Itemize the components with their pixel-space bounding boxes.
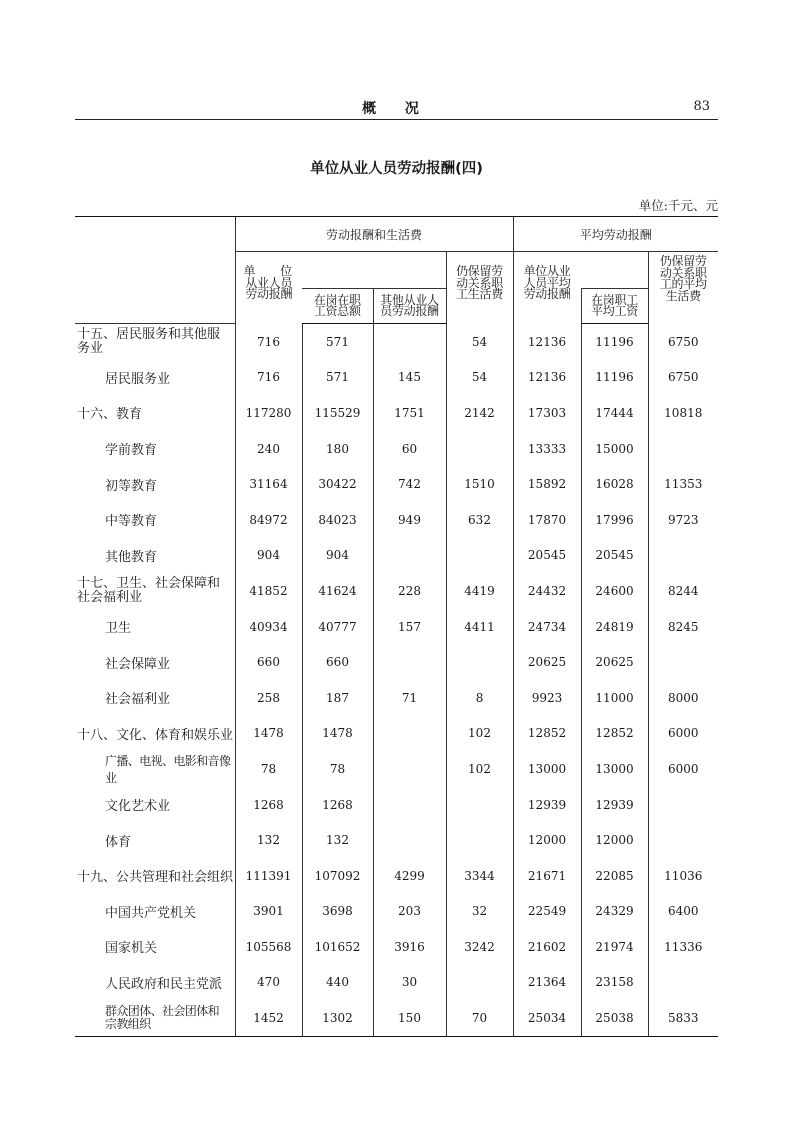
section-title: 概 况 (362, 101, 431, 117)
table-row (75, 609, 718, 645)
table-cell: 5833 (648, 1000, 718, 1036)
row-label-line: 学前教育 (105, 443, 158, 459)
table-cell: 6750 (648, 324, 718, 360)
table-cell (373, 324, 446, 360)
table-cell: 9923 (513, 680, 581, 716)
table-cell: 660 (235, 644, 302, 680)
table-cell: 17870 (513, 502, 581, 538)
table-cell: 228 (373, 573, 446, 609)
table-row (75, 787, 718, 823)
col-header-blank (302, 252, 446, 289)
table-cell: 12852 (581, 716, 648, 752)
row-label (75, 538, 235, 574)
table-row (75, 395, 718, 431)
table-row (75, 858, 718, 894)
table-cell (648, 431, 718, 467)
table-cell (648, 965, 718, 1001)
table-cell (373, 538, 446, 574)
table-cell: 12939 (513, 787, 581, 823)
table-cell: 20625 (513, 644, 581, 680)
table-cell: 1478 (302, 716, 373, 752)
table-row (75, 360, 718, 396)
table-cell: 8 (446, 680, 513, 716)
row-label (75, 502, 235, 538)
table-cell: 145 (373, 360, 446, 396)
row-label-line: 社会保障业 (105, 656, 171, 672)
table-cell: 6000 (648, 716, 718, 752)
group-header-average: 平均劳动报酬 (513, 217, 718, 252)
row-label (75, 894, 235, 930)
table-cell: 10818 (648, 395, 718, 431)
table-cell: 20625 (581, 644, 648, 680)
table-cell: 107092 (302, 858, 373, 894)
table-cell: 904 (302, 538, 373, 574)
table-cell: 4299 (373, 858, 446, 894)
col-header-avg-compensation: 单位从业 人员平均 劳动报酬 (513, 252, 581, 324)
table-cell: 1268 (302, 787, 373, 823)
row-label (75, 431, 235, 467)
table-cell: 41624 (302, 573, 373, 609)
col-header-blank-2 (581, 252, 648, 289)
table-cell: 21671 (513, 858, 581, 894)
group-header-compensation: 劳动报酬和生活费 (235, 217, 513, 252)
row-label-line: 人民政府和民主党派 (105, 976, 223, 992)
table-cell: 22085 (581, 858, 648, 894)
table-cell: 117280 (235, 395, 302, 431)
table-cell: 3242 (446, 929, 513, 965)
table-cell: 12000 (513, 822, 581, 858)
row-label-line: 卫生 (105, 621, 132, 637)
table-row (75, 644, 718, 680)
table-cell: 78 (235, 751, 302, 787)
table-cell: 12000 (581, 822, 648, 858)
table-cell (446, 822, 513, 858)
row-label-line: 十八、文化、体育和娱乐业 (77, 727, 234, 743)
table-cell: 2142 (446, 395, 513, 431)
table-cell: 102 (446, 716, 513, 752)
table-cell: 41852 (235, 573, 302, 609)
table-cell: 22549 (513, 894, 581, 930)
table-cell: 70 (446, 1000, 513, 1036)
table-cell: 54 (446, 324, 513, 360)
row-label (75, 716, 235, 752)
col-header-living-expenses: 仍保留劳 动关系职 工生活费 (446, 252, 513, 324)
table-cell (648, 822, 718, 858)
table-cell (446, 965, 513, 1001)
table-cell: 21364 (513, 965, 581, 1001)
table-cell: 470 (235, 965, 302, 1001)
table-cell: 8000 (648, 680, 718, 716)
row-label (75, 644, 235, 680)
row-label-line: 初等教育 (105, 478, 158, 494)
row-label-line: 十九、公共管理和社会组织 (77, 870, 234, 886)
table-cell (373, 787, 446, 823)
table-cell: 115529 (302, 395, 373, 431)
table-cell: 15000 (581, 431, 648, 467)
table-row (75, 894, 718, 930)
table-cell: 571 (302, 324, 373, 360)
col-header-total: 单 位 从业人员 劳动报酬 (235, 252, 302, 324)
table-cell: 180 (302, 431, 373, 467)
table-row (75, 965, 718, 1001)
table-cell: 20545 (581, 538, 648, 574)
row-label-line: 十七、卫生、社会保障和 (77, 576, 221, 592)
row-label (75, 395, 235, 431)
table-title: 单位从业人员劳动报酬(四) (310, 161, 483, 177)
header-rule (75, 119, 718, 120)
row-label (75, 680, 235, 716)
table-cell: 4411 (446, 609, 513, 645)
table-cell: 24600 (581, 573, 648, 609)
table-cell: 71 (373, 680, 446, 716)
table-cell: 742 (373, 466, 446, 502)
table-cell: 150 (373, 1000, 446, 1036)
row-label (75, 787, 235, 823)
table-cell: 157 (373, 609, 446, 645)
table-cell: 11036 (648, 858, 718, 894)
table-cell: 24432 (513, 573, 581, 609)
table-cell: 3344 (446, 858, 513, 894)
row-label (75, 965, 235, 1001)
row-label-line: 十五、居民服务和其他服 (77, 327, 221, 343)
table-cell: 4419 (446, 573, 513, 609)
row-label-line: 群众团体、社会团体和 (105, 1003, 220, 1018)
table-cell: 84972 (235, 502, 302, 538)
table-cell: 40934 (235, 609, 302, 645)
table-cell: 132 (235, 822, 302, 858)
table-cell: 21602 (513, 929, 581, 965)
table-cell: 716 (235, 324, 302, 360)
table-row (75, 1000, 718, 1036)
table-cell: 240 (235, 431, 302, 467)
row-label-line: 体育 (105, 834, 132, 850)
table-cell (648, 538, 718, 574)
table-cell: 21974 (581, 929, 648, 965)
table-cell: 25034 (513, 1000, 581, 1036)
table-cell: 13333 (513, 431, 581, 467)
table-cell: 31164 (235, 466, 302, 502)
table-cell: 101652 (302, 929, 373, 965)
table-cell: 20545 (513, 538, 581, 574)
table-cell: 187 (302, 680, 373, 716)
row-label (75, 360, 235, 396)
col-header-wage-total: 在岗在职 工资总额 (302, 289, 373, 324)
table-cell: 9723 (648, 502, 718, 538)
table-cell: 23158 (581, 965, 648, 1001)
table-cell (648, 787, 718, 823)
table-cell: 12852 (513, 716, 581, 752)
row-label (75, 751, 235, 787)
row-label (75, 609, 235, 645)
table-cell: 1478 (235, 716, 302, 752)
table-cell: 1452 (235, 1000, 302, 1036)
table-cell: 6750 (648, 360, 718, 396)
row-label-line: 社会福利业 (77, 589, 143, 605)
col-header-avg-living-expenses: 仍保留劳 动关系职 工的平均 生活费 (648, 252, 718, 324)
table-cell: 571 (302, 360, 373, 396)
table-cell: 6400 (648, 894, 718, 930)
row-label-line: 务业 (77, 340, 104, 356)
table-cell: 78 (302, 751, 373, 787)
table-cell: 54 (446, 360, 513, 396)
row-label (75, 858, 235, 894)
table-row (75, 502, 718, 538)
table-cell: 1751 (373, 395, 446, 431)
row-label (75, 822, 235, 858)
table-cell (373, 644, 446, 680)
table-cell: 17996 (581, 502, 648, 538)
table-cell (648, 644, 718, 680)
row-label-line: 中等教育 (105, 514, 158, 530)
col-header-other-compensation: 其他从业人 员劳动报酬 (373, 289, 446, 324)
row-label (75, 929, 235, 965)
row-label-line: 国家机关 (105, 941, 158, 957)
row-label (75, 466, 235, 502)
running-head (75, 96, 718, 118)
table-cell: 13000 (513, 751, 581, 787)
table-cell: 25038 (581, 1000, 648, 1036)
table-cell (446, 538, 513, 574)
table-cell: 11336 (648, 929, 718, 965)
table-row (75, 716, 718, 752)
table-cell: 11196 (581, 360, 648, 396)
table-cell: 30422 (302, 466, 373, 502)
stub-header (75, 217, 235, 324)
table-cell: 1302 (302, 1000, 373, 1036)
table-cell (446, 431, 513, 467)
table-cell (373, 751, 446, 787)
table-row (75, 324, 718, 360)
table-cell: 904 (235, 538, 302, 574)
table-cell: 16028 (581, 466, 648, 502)
table-row (75, 751, 718, 787)
table-cell: 1268 (235, 787, 302, 823)
table-row (75, 431, 718, 467)
table-row (75, 929, 718, 965)
row-label-line: 居民服务业 (105, 371, 171, 387)
row-label-line: 社会福利业 (105, 692, 171, 708)
table-cell: 102 (446, 751, 513, 787)
table-row (75, 573, 718, 609)
table-cell: 11000 (581, 680, 648, 716)
table-cell (446, 787, 513, 823)
table-row (75, 822, 718, 858)
table-cell: 12136 (513, 360, 581, 396)
table-cell: 30 (373, 965, 446, 1001)
row-label-line: 宗教组织 (105, 1017, 151, 1032)
table-cell: 440 (302, 965, 373, 1001)
table-cell: 24734 (513, 609, 581, 645)
table-cell: 60 (373, 431, 446, 467)
table-cell: 716 (235, 360, 302, 396)
row-label-line: 中国共产党机关 (105, 905, 197, 921)
row-label-line: 十六、教育 (77, 407, 143, 423)
table-cell: 660 (302, 644, 373, 680)
table-cell: 8244 (648, 573, 718, 609)
table-cell: 6000 (648, 751, 718, 787)
row-label-line: 广播、电视、电影和音像业 (105, 753, 231, 785)
table-cell: 111391 (235, 858, 302, 894)
compensation-table (75, 216, 718, 1037)
table-cell: 632 (446, 502, 513, 538)
row-label (75, 324, 235, 360)
table-row (75, 466, 718, 502)
table-cell: 13000 (581, 751, 648, 787)
col-header-avg-wage: 在岗职工 平均工资 (581, 289, 648, 324)
unit-note: 单位:千元、元 (638, 198, 718, 213)
table-cell: 258 (235, 680, 302, 716)
row-label-line: 文化艺术业 (105, 799, 171, 815)
table-cell: 11196 (581, 324, 648, 360)
table-cell: 11353 (648, 466, 718, 502)
table-cell: 84023 (302, 502, 373, 538)
table-cell: 1510 (446, 466, 513, 502)
row-label (75, 1000, 235, 1036)
table-cell: 3916 (373, 929, 446, 965)
table-cell: 12136 (513, 324, 581, 360)
table-cell: 105568 (235, 929, 302, 965)
table-cell: 24329 (581, 894, 648, 930)
table-cell: 17303 (513, 395, 581, 431)
table-cell: 132 (302, 822, 373, 858)
table-cell: 949 (373, 502, 446, 538)
table-cell: 203 (373, 894, 446, 930)
table-cell: 8245 (648, 609, 718, 645)
table-cell: 24819 (581, 609, 648, 645)
table-cell: 15892 (513, 466, 581, 502)
table-cell: 17444 (581, 395, 648, 431)
table-cell: 40777 (302, 609, 373, 645)
table-row (75, 680, 718, 716)
table-cell (373, 822, 446, 858)
table-cell: 3698 (302, 894, 373, 930)
table-cell (373, 716, 446, 752)
table-row (75, 538, 718, 574)
page-number: 83 (693, 99, 710, 114)
table-cell (446, 644, 513, 680)
row-label-line: 其他教育 (105, 549, 158, 565)
row-label (75, 573, 235, 609)
table-cell: 32 (446, 894, 513, 930)
table-cell: 3901 (235, 894, 302, 930)
table-cell: 12939 (581, 787, 648, 823)
